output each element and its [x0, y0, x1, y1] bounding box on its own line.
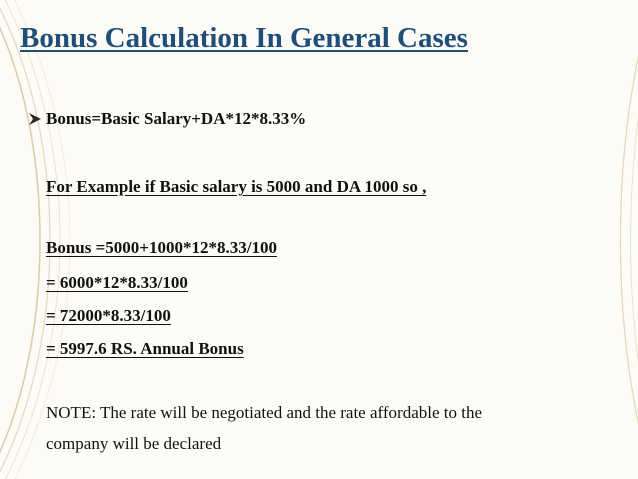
calc-step-3: = 72000*8.33/100 [46, 306, 171, 325]
formula-bullet [28, 109, 306, 129]
calc-step-2: = 6000*12*8.33/100 [46, 273, 188, 292]
example-intro: For Example if Basic salary is 5000 and DA 1000 so , [46, 177, 427, 196]
slide-title: Bonus Calculation In General Cases [20, 22, 468, 54]
note-line-2: company will be declared [46, 434, 222, 453]
calc-result: = 5997.6 RS. Annual Bonus [46, 339, 244, 358]
calc-step-1: Bonus =5000+1000*12*8.33/100 [46, 238, 277, 257]
decorative-curves-right [598, 0, 638, 479]
arrow-bullet-icon [28, 112, 42, 126]
formula-text: Bonus=Basic Salary+DA*12*8.33% [46, 109, 307, 128]
note-line-1: NOTE: The rate will be negotiated and the rate affordable to the [46, 403, 483, 422]
